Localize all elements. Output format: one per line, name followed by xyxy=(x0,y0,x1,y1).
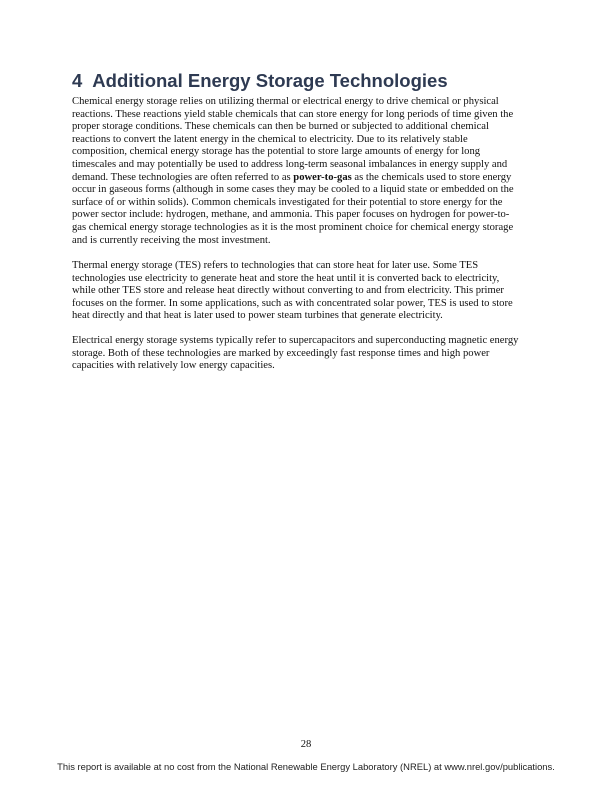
paragraph-chemical-storage xyxy=(72,96,542,247)
section-heading xyxy=(72,70,448,92)
text-line: and is currently receiving the most investment. xyxy=(72,234,271,246)
text-line: composition, chemical energy storage has the potential to store large amounts of energy for long xyxy=(72,146,481,158)
text-line: reactions. These reactions yield stable chemicals that can store energy for long periods of time given the xyxy=(72,108,514,120)
text-line: technologies use electricity to generate heat and store the heat until it is converted back to electricity, xyxy=(72,272,500,284)
paragraph-thermal-storage xyxy=(72,260,542,323)
text-segment: demand. These technologies are often referred to as xyxy=(72,171,294,183)
text-line: reactions to convert the latent energy in the chemical to electricity. Due to its relatively stable xyxy=(72,133,468,145)
text-line: surface of or within solids). Common chemicals investigated for their potential to store energy for the xyxy=(72,196,503,208)
text-line: gas chemical energy storage technologies as it is the most prominent choice for chemical energy storage xyxy=(72,221,514,233)
text-line: occur in gaseous forms (although in some cases they may be cooled to a liquid state or embedded on the xyxy=(72,184,514,196)
text-line: power sector include: hydrogen, methane, and ammonia. This paper focuses on hydrogen for power-to- xyxy=(72,209,510,221)
text-line: heat directly and that heat is later used to power steam turbines that generate electricity. xyxy=(72,310,443,322)
text-line: capacities with relatively low energy capacities. xyxy=(72,360,275,372)
bold-term: power-to-gas xyxy=(293,171,352,183)
text-line: while other TES store and release heat directly without converting to and from electricity. This primer xyxy=(72,285,504,297)
page-number: 28 xyxy=(300,739,312,750)
text-line: Electrical energy storage systems typically refer to supercapacitors and superconducting magnetic energy xyxy=(72,335,519,346)
text-line: Thermal energy storage (TES) refers to technologies that can store heat for later use. Some TES xyxy=(72,260,479,271)
text-line: Chemical energy storage relies on utilizing thermal or electrical energy to drive chemical or physical xyxy=(72,96,499,107)
section-title: Additional Energy Storage Technologies xyxy=(92,70,448,91)
text-line xyxy=(72,172,542,185)
text-line: timescales and may potentially be used to address long-term seasonal imbalances in energy supply and xyxy=(72,158,508,170)
page-footer: This report is available at no cost from the National Renewable Energy Laboratory (NREL) at www.nrel.gov/publications. xyxy=(57,761,555,772)
text-segment: as the chemicals used to store energy xyxy=(351,171,512,183)
paragraph-electrical-storage xyxy=(72,335,542,373)
section-number: 4 xyxy=(72,70,83,91)
text-line: focuses on the former. In some applications, such as with concentrated solar power, TES is used to store xyxy=(72,297,513,309)
text-line: storage. Both of these technologies are marked by exceedingly fast response times and high power xyxy=(72,347,490,359)
text-line: proper storage conditions. These chemicals can then be burned or subjected to additional chemical xyxy=(72,121,489,133)
